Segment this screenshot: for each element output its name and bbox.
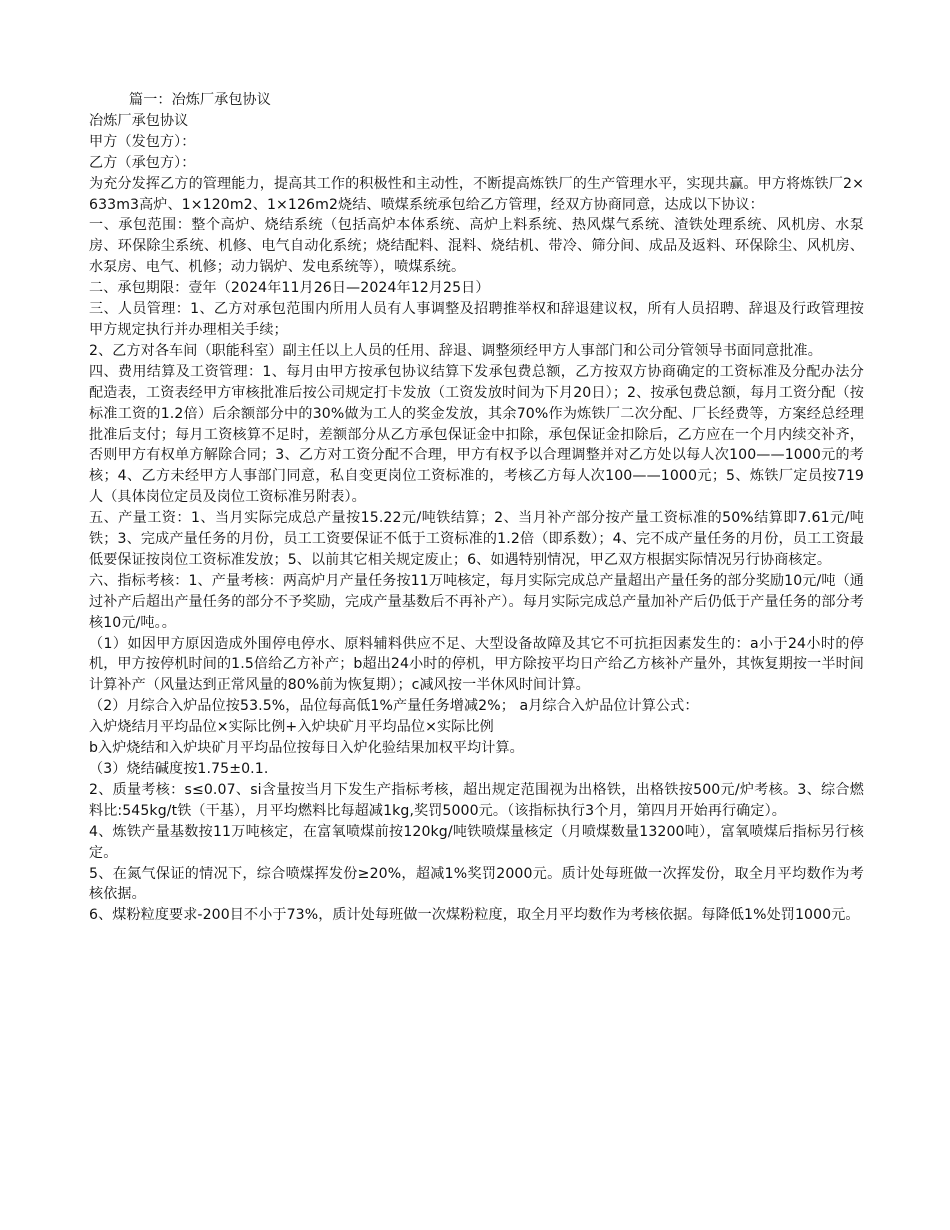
paragraph: 乙方（承包方）： [89, 154, 196, 171]
paragraph: 甲方（发包方）： [89, 133, 196, 150]
paragraph: 一、承包范围：整个高炉、烧结系统（包括高炉本体系统、高炉上料系统、热风煤气系统、渣铁处理系统、风机房、水泵房、环保除尘系统、机修、电气自动化系统；烧结配料、混料、烧结机、带冷、筛分间、成品及返料、环保除尘、风机房、水泵房、电气、机修；动力锅炉、发电系统等），喷煤系统。 [89, 217, 864, 276]
document-title: 篇一：冶炼厂承包协议 [129, 92, 271, 108]
paragraph-list [89, 111, 864, 926]
paragraph: 三、人员管理：1、乙方对承包范围内所用人员有人事调整及招聘推举权和辞退建议权，所有人员招聘、辞退及行政管理按甲方规定执行并办理相关手续； [89, 301, 864, 338]
paragraph: 五、产量工资：1、当月实际完成总产量按15.22元/吨铁结算；2、当月补产部分按产量工资标准的50%结算即7.61元/吨铁；3、完成产量任务的月份，员工工资要保证不低于工资标准的1.2倍（即系数）；4、完不成产量任务的月份，员工工资最低要保证按岗位工资标准发放；5、以前其它相关规定废止；6、如遇特别情况，甲乙双方根据实际情况另行协商核定。 [89, 510, 864, 568]
paragraph: （3）烧结碱度按1.75±0.1. [89, 761, 269, 777]
paragraph: b入炉烧结和入炉块矿月平均品位按每日入炉化验结果加权平均计算。 [89, 740, 524, 757]
paragraph: （2）月综合入炉品位按53.5%，品位每高低1%产量任务增减2%； a月综合入炉品位计算公式： [89, 698, 699, 715]
paragraph: 冶炼厂承包协议 [89, 112, 189, 129]
paragraph: 四、费用结算及工资管理：1、每月由甲方按承包协议结算下发承包费总额，乙方按双方协商确定的工资标准及分配办法分配造表，工资表经甲方审核批准后按公司规定打卡发放（工资发放时间为下月20日）；2、按承包费总额，每月工资分配（按标准工资的1.2倍）后余额部分中的30%做为工人的奖金发放，其余70%作为炼铁厂二次分配、厂长经费等，方案经总经理批准后支付；每月工资核算不足时，差额部分从乙方承包保证金中扣除，承包保证金扣除后，乙方应在一个月内续交补齐，否则甲方有权单方解除合同；3、乙方对工资分配不合理，甲方有权予以合理调整并对乙方处以每人次100——1000元的考核；4、乙方未经甲方人事部门同意，私自变更岗位工资标准的，考核乙方每人次100——1000元；5、炼铁厂定员按719人（具体岗位定员及岗位工资标准另附表）。 [89, 363, 864, 506]
paragraph: 为充分发挥乙方的管理能力，提高其工作的积极性和主动性，不断提高炼铁厂的生产管理水平，实现共赢。甲方将炼铁厂2×633m3高炉、1×120m2、1×126m2烧结、喷煤系统承包给乙方管理，经双方协商同意，达成以下协议： [89, 175, 864, 213]
paragraph: 2、质量考核：s≤0.07、si含量按当月下发生产指标考核，超出规定范围视为出格铁，出格铁按500元/炉考核。3、综合燃料比:545kg/t铁（干基），月平均燃料比每超减1kg,奖罚5000元。（该指标执行3个月，第四月开始再行确定）。 [89, 781, 864, 819]
paragraph: 2、乙方对各车间（职能科室）副主任以上人员的任用、辞退、调整须经甲方人事部门和公司分管领导书面同意批准。 [89, 342, 822, 359]
paragraph: 5、在氮气保证的情况下，综合喷煤挥发份≥20%，超减1%奖罚2000元。质计处每班做一次挥发份，取全月平均数作为考核依据。 [89, 865, 864, 903]
paragraph: 入炉烧结月平均品位×实际比例+入炉块矿月平均品位×实际比例 [89, 719, 494, 736]
paragraph: 二、承包期限：壹年（2024年11月26日—2024年12月25日） [89, 280, 490, 297]
paragraph: 六、指标考核：1、产量考核：两高炉月产量任务按11万吨核定，每月实际完成总产量超出产量任务的部分奖励10元/吨（通过补产后超出产量任务的部分不予奖励，完成产量基数后不再补产）。每月实际完成总产量加补产后仍低于产量任务的部分考核10元/吨。。 [89, 572, 864, 631]
paragraph: 4、炼铁产量基数按11万吨核定，在富氧喷煤前按120kg/吨铁喷煤量核定（月喷煤数量13200吨），富氧喷煤后指标另行核定。 [89, 823, 864, 861]
paragraph: 6、煤粉粒度要求-200目不小于73%，质计处每班做一次煤粉粒度，取全月平均数作为考核依据。每降低1%处罚1000元。 [89, 907, 860, 924]
document-body [89, 90, 864, 926]
paragraph: （1）如因甲方原因造成外围停电停水、原料辅料供应不足、大型设备故障及其它不可抗拒因素发生的：a小于24小时的停机，甲方按停机时间的1.5倍给乙方补产；b超出24小时的停机，甲方除按平均日产给乙方核补产量外，其恢复期按一半时间计算补产（风量达到正常风量的80%前为恢复期）；c减风按一半休风时间计算。 [89, 635, 864, 694]
